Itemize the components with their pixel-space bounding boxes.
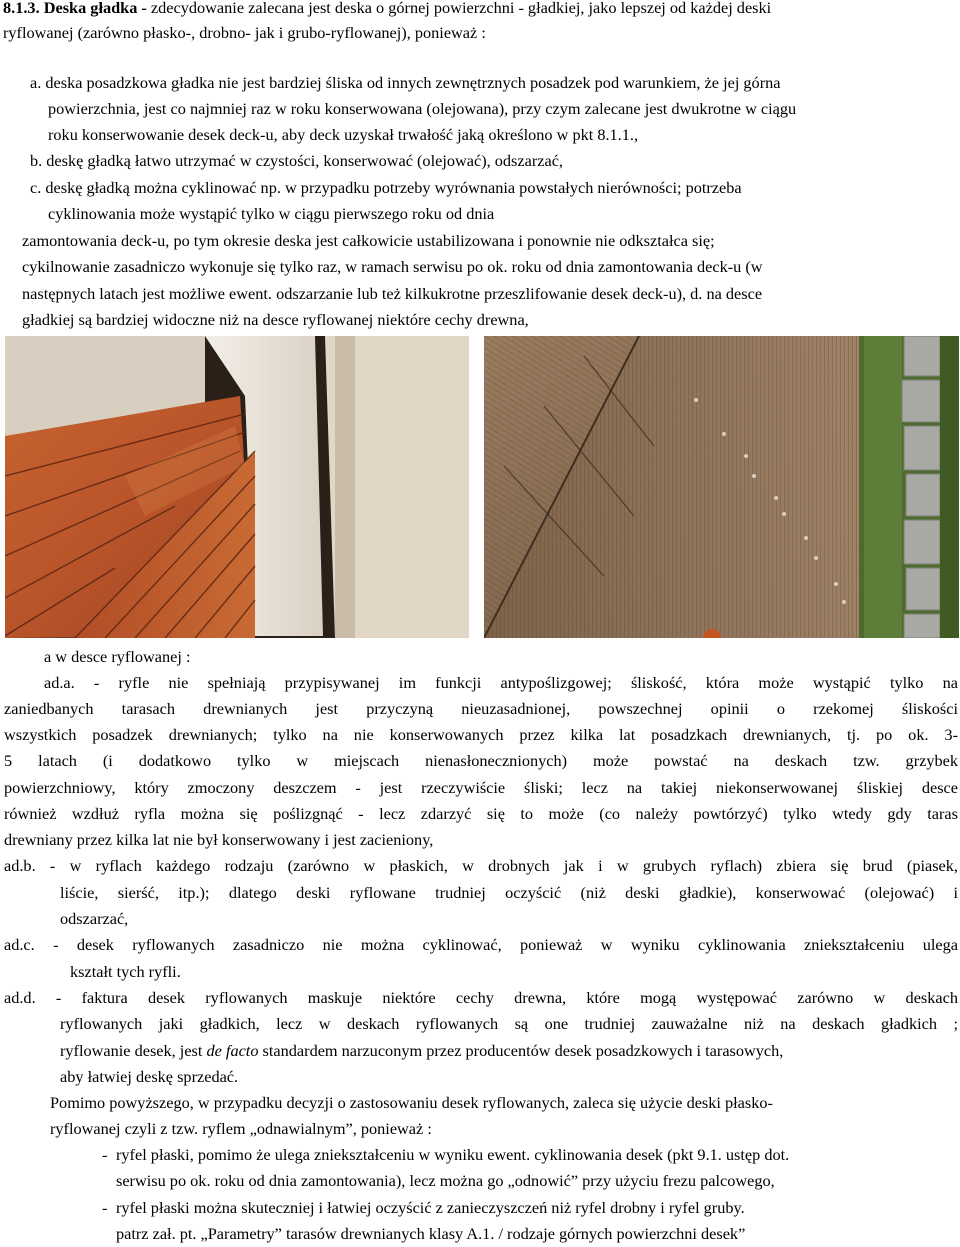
recommendation-line1: Pomimo powyższego, w przypadku decyzji o zastosowaniu desek ryflowanych, zaleca się użycie deski płasko- [50, 1093, 773, 1112]
ad-a-line2: zaniedbanych tarasach drewnianych jest przyczyną nieuzasadnionej, powszechnej opinii o rzekomej śliskości [4, 699, 958, 718]
ad-b-line1: ad.b. - w ryflach każdego rodzaju (zarówno w płaskich, w drobnych jak i w grubych ryflach) zbiera się brud (piasek, [4, 856, 958, 875]
bullet-1-line2: serwisu po ok. roku od dnia zamontowania), lecz można go „odnowić” przy użyciu frezu palcowego, [116, 1171, 775, 1190]
point-c-line1: c. deskę gładką można cyklinować np. w przypadku potrzeby wyrównania powstałych nierówności; potrzeba [30, 178, 742, 197]
point-c-line6: gładkiej są bardziej widoczne niż na desce ryflowanej niektóre cechy drewna, [22, 310, 529, 329]
ad-d-line1: ad.d. - faktura desek ryflowanych maskuje niektóre cechy drewna, które mogą występować zarówno w deskach [4, 988, 958, 1007]
bullet-dash-2: - [102, 1198, 108, 1217]
smooth-deck-photo [5, 336, 469, 638]
point-c-line4: cykilnowanie zasadniczo wykonuje się tylko raz, w ramach serwisu po ok. roku od dnia zamontowania deck-u (w [22, 257, 763, 276]
ad-d-line3-a: ryflowanie desek, jest [60, 1041, 207, 1060]
bullet-1-line1: ryfel płaski, pomimo że ulega zniekształceniu w wyniku ewent. cyklinowania desek (pkt 9.1. ustęp dot. [116, 1145, 790, 1164]
point-c-line5: następnych latach jest możliwe ewent. odszarzanie lub też kilkukrotne przeszlifowanie desek deck-u), d. na desce [22, 284, 763, 303]
section-title: Deska gładka - [43, 0, 147, 17]
point-a-line2: powierzchnia, jest co najmniej raz w roku konserwowana (olejowana), przy czym zalecane jest dwukrotne w ciągu [48, 99, 797, 118]
section-number: 8.1.3. [3, 0, 40, 17]
ad-a-line7: drewniany przez kilka lat nie był konserwowany i jest zacieniony, [4, 830, 434, 849]
grooved-deck-image [484, 336, 959, 638]
bullet-2-line2: patrz zał. pt. „Parametry” tarasów drewnianych klasy A.1. / rodzaje górnych powierzchni desek” [116, 1224, 746, 1243]
ad-c-line1: ad.c. - desek ryflowanych zasadniczo nie można cyklinować, ponieważ w wyniku cyklinowania zniekształceniu ulega [4, 935, 958, 954]
bullet-2-line1: ryfel płaski można skuteczniej i łatwiej oczyścić z zanieczyszczeń niż ryfel drobny i ryfel gruby. [116, 1198, 745, 1217]
point-a-line3: roku konserwowanie desek deck-u, aby deck uzyskał trwałość jaką określono w pkt 8.1.1., [48, 125, 639, 144]
ad-a-line5: powierzchniowy, który zmoczony deszczem - jest rzeczywiście śliski; lecz na takiej niekonserwowanej śliskiej desce [4, 778, 958, 797]
ad-d-line3-b: standardem narzuconym przez producentów desek posadzkowych i tarasowych, [258, 1041, 784, 1060]
ad-b-line3: odszarzać, [60, 909, 129, 928]
ad-a-line1: ad.a. - ryfle nie spełniają przypisywanej im funkcji antypoślizgowej; śliskość, która może wystąpić tylko na [44, 673, 958, 692]
point-c-line2: cyklinowania może wystąpić tylko w ciągu pierwszego roku od dnia [48, 204, 495, 223]
ad-b-line2: liście, sierść, itp.); dlatego deski ryflowane trudniej oczyścić (niż deski gładkie), konserwować (olejować) i [60, 883, 958, 902]
ad-a-line3: wszystkich posadzek drewnianych; tylko na nie konserwowanych przez kilka lat posadzkach drewnianych, tj. po ok. 3- [4, 725, 958, 744]
ad-d-line4: aby łatwiej deskę sprzedać. [60, 1067, 239, 1086]
grooved-deck-photo [484, 336, 959, 638]
ad-a-line4: 5 latach (i dodatkowo tylko w miejscach nienasłonecznionych) może powstać na deskach tzw. grzybek [4, 751, 958, 770]
ad-a-line6: również wzdłuż ryfla można się poślizgnąć - lecz zdarzyć się to może (co należy powtórzyć) tylko wtedy gdy taras [4, 804, 958, 823]
recommendation-line2: ryflowanej czyli z tzw. ryflem „odnawialnym”, ponieważ : [50, 1119, 432, 1138]
smooth-deck-image [5, 336, 469, 638]
point-c-line3: zamontowania deck-u, po tym okresie deska jest całkowicie ustabilizowana i ponownie nie odkształca się; [22, 231, 715, 250]
point-a-line1: a. deska posadzkowa gładka nie jest bardziej śliska od innych zewnętrznych posadzek pod warunkiem, że jej górna [30, 73, 781, 92]
ad-d-line3 [60, 1042, 783, 1060]
de-facto-emphasis: de facto [206, 1041, 259, 1060]
section-intro-line2: ryflowanej (zarówno płasko-, drobno- jak i grubo-ryflowanej), ponieważ : [3, 23, 486, 42]
section-intro: zdecydowanie zalecana jest deska o górnej powierzchni - gładkiej, jako lepszej od każdej deski [146, 0, 772, 17]
point-b-line1: b. deskę gładką łatwo utrzymać w czystości, konserwować (olejować), odszarzać, [30, 151, 563, 170]
section-heading [3, 0, 771, 17]
grooved-caption: a w desce ryflowanej : [44, 647, 191, 666]
bullet-dash-1: - [102, 1145, 108, 1164]
ad-d-line2: ryflowanych jaki gładkich, lecz w deskach ryflowanych są one trudniej zauważalne niż na deskach gładkich ; [60, 1014, 958, 1033]
ad-c-line2: kształt tych ryfli. [70, 962, 181, 981]
